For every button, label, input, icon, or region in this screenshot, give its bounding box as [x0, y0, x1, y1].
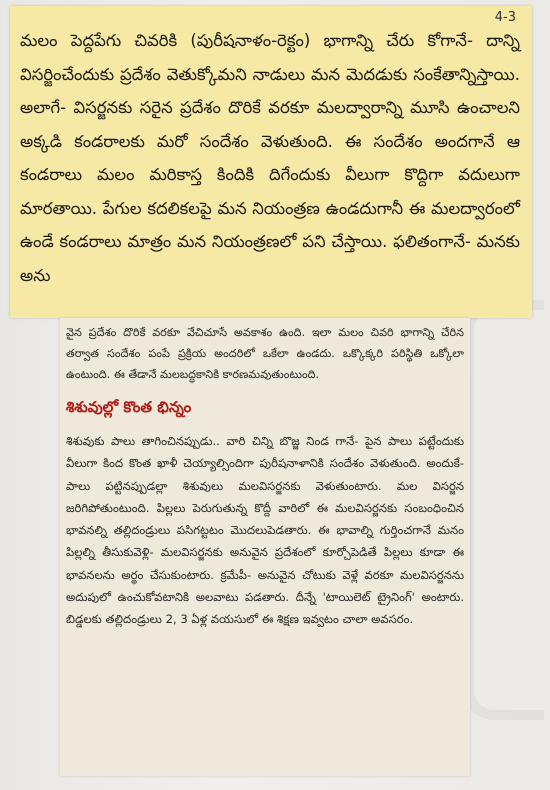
- top-clipping: [10, 6, 532, 318]
- bottom-clipping: [60, 318, 470, 776]
- section-heading: శిశువుల్లో కొంత భిన్నం: [66, 398, 192, 416]
- top-paragraph: మలం పెద్దపేగు చివరికి (పురీషనాళం-రెక్టం) భాగాన్ని చేరు కోగానే- దాన్ని విసర్జించేందుకు ప్రదేశం వెతుక్కోమని నాడులు మన మెదడుకు సంకేతాన్నిస్తాయి. అలాగే- విసర్జనకు సరైన ప్రదేశం దొరికే వరకూ మలద్వారాన్ని మూసి ఉంచాలని అక్కడి కండరాలకు మరో సందేశం వెళుతుంది. ఈ సందేశం అందగానే ఆ కండరాలు మలం మరికాస్త కిందికి దిగేందుకు వీలుగా కొద్దిగా వదులుగా మారతాయి. పేగుల కదలికలపై మన నియంత్రణ ఉండదుగానీ ఈ మలద్వారంలో ఉండే కండరాలు మాత్రం మన నియంత్రణలో పని చేస్తాయి. ఫలితంగానే- మనకు అను: [20, 31, 520, 285]
- page-number: 4-3: [494, 10, 516, 25]
- continued-paragraph: వైన ప్రదేశం దొరికే వరకూ వేచిచూసే అవకాశం ఉంది. ఇలా మలం చివరి భాగాన్ని చేరిన తర్వాత సందేశం పంపే ప్రక్రియ అందరిలో ఒకేలా ఉండదు. ఒక్కొక్కరి పరిస్థితి ఒక్కోలా ఉంటుంది. ఈ తేడానే మలబద్ధకానికి కారణమవుతుంటుంది.: [66, 326, 464, 381]
- section-paragraph: శిశువుకు పాలు తాగించినప్పుడు.. వారి చిన్ని బొజ్జ నిండ గానే- పైన పాలు పట్టేందుకు వీలుగా కింద కొంత ఖాళీ చెయ్యాల్సిందిగా పురీషనాళానికి సందేశం వెళుతుంది. అందుకే- పాలు పట్టినప్పుడల్లా శిశువులు మలవిసర్జనకు వెళుతుంటారు. మల విసర్జన జరిగిపోతుంటుంది. పిల్లలు పెరుగుతున్న కొద్దీ వారిలో ఈ మలవిసర్జనకు సంబంధించిన భావనల్ని తల్లిదండ్రులు పసిగట్టటం మొదలుపెడతారు. ఈ భావాల్ని గుర్తించగానే మనం పిల్లల్ని తీసుకువెళ్లి- మలవిసర్జనకు అనువైన ప్రదేశంలో కూర్చోపెడితే పిల్లలు కూడా ఈ భావనలను అర్థం చేసుకుంటారు. క్రమేపీ- అనువైన చోటుకు వెళ్లే వరకూ మలవిసర్జనను అదుపులో ఉంచుకోవటానికి అలవాటు పడతారు. దీన్నే 'టాయిలెట్ ట్రైనింగ్' అంటారు. బిడ్డలకు తల్లిదండ్రులు 2, 3 ఏళ్ల వయసులో ఈ శిక్షణ ఇవ్వటం చాలా అవసరం.: [66, 434, 464, 627]
- watermark-logo: [464, 300, 544, 720]
